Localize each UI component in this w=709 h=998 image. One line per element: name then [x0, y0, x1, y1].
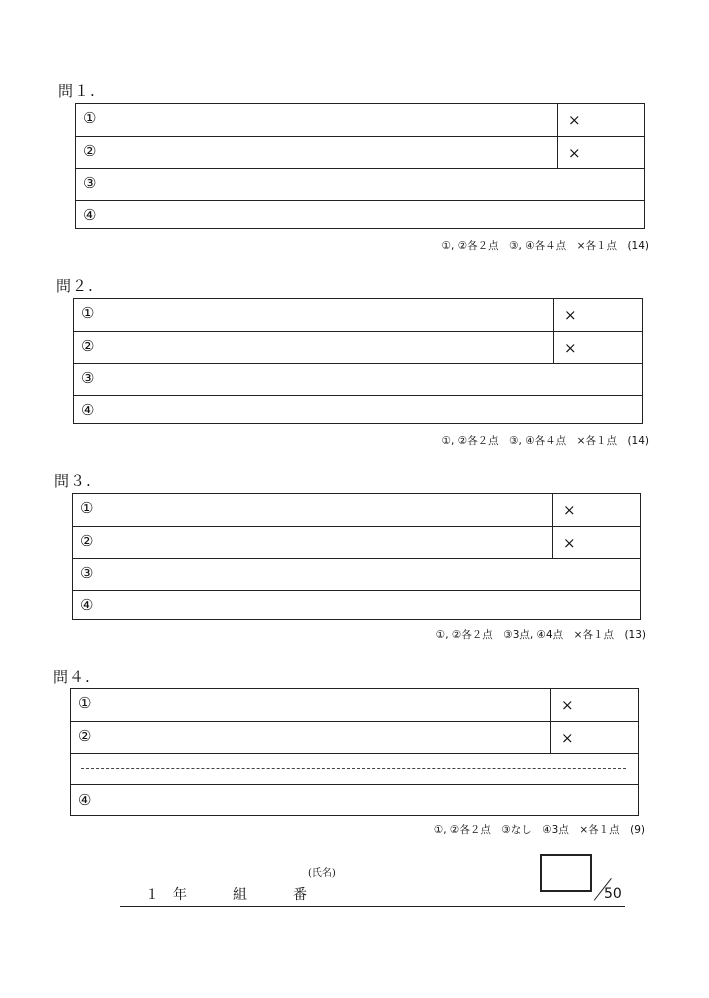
- question-4-title: 問４.: [53, 668, 91, 686]
- answer-row-2[interactable]: [76, 136, 644, 168]
- question-1-title: 問１.: [58, 82, 96, 100]
- answer-number: ③: [81, 369, 95, 387]
- answer-number: ④: [78, 791, 92, 809]
- answer-number: ②: [83, 142, 97, 160]
- answer-row-3[interactable]: [74, 363, 642, 395]
- answer-row-2[interactable]: [71, 721, 638, 753]
- answer-row-3[interactable]: [76, 168, 644, 200]
- answer-row-4[interactable]: [76, 200, 644, 230]
- answer-number: ①: [80, 499, 94, 517]
- question-4-answer-box: [70, 688, 639, 816]
- mark-cell: ×: [568, 144, 581, 162]
- mark-cell: ×: [561, 696, 574, 714]
- question-1-answer-box: [75, 103, 645, 229]
- mark-column-divider: [550, 689, 551, 753]
- question-2-score-note: ①, ②各２点 ③, ④各４点 ×各１点 (14): [441, 435, 649, 447]
- mark-cell: ×: [563, 501, 576, 519]
- number-label: 番: [293, 887, 307, 903]
- answer-row-4[interactable]: [73, 590, 640, 621]
- answer-number: ②: [81, 337, 95, 355]
- mark-column-divider: [552, 494, 553, 558]
- question-2-title: 問２.: [56, 277, 94, 295]
- answer-row-2[interactable]: [73, 526, 640, 558]
- answer-number: ③: [80, 564, 94, 582]
- question-3-title: 問３.: [54, 472, 92, 490]
- answer-number: ④: [83, 206, 97, 224]
- mark-cell: ×: [564, 339, 577, 357]
- answer-number: ①: [78, 694, 92, 712]
- question-3-score-note: ①, ②各２点 ③3点, ④4点 ×各１点 (13): [435, 629, 646, 641]
- answer-number: ①: [81, 304, 95, 322]
- grade-label: １ 年: [145, 887, 187, 903]
- answer-number: ④: [80, 596, 94, 614]
- name-underline: [120, 906, 625, 907]
- mark-cell: ×: [568, 111, 581, 129]
- answer-row-4[interactable]: [74, 395, 642, 425]
- mark-column-divider: [557, 104, 558, 168]
- answer-number: ③: [83, 174, 97, 192]
- question-4-score-note: ①, ②各２点 ③なし ④3点 ×各１点 (9): [433, 824, 645, 836]
- answer-number: ④: [81, 401, 95, 419]
- total-score-box[interactable]: [540, 854, 592, 892]
- mark-cell: ×: [564, 306, 577, 324]
- answer-row-1[interactable]: [71, 689, 638, 721]
- mark-cell: ×: [561, 729, 574, 747]
- mark-cell: ×: [563, 534, 576, 552]
- answer-number: ②: [80, 532, 94, 550]
- class-label: 組: [233, 887, 247, 903]
- dashed-separator: [81, 768, 626, 769]
- total-points: 50: [604, 886, 622, 902]
- answer-row-1[interactable]: [76, 104, 644, 136]
- answer-row-4[interactable]: [71, 784, 638, 817]
- question-2-answer-box: [73, 298, 643, 424]
- answer-number: ②: [78, 727, 92, 745]
- answer-number: ①: [83, 109, 97, 127]
- answer-row-1[interactable]: [73, 494, 640, 526]
- answer-row-3[interactable]: [73, 558, 640, 590]
- answer-row-2[interactable]: [74, 331, 642, 363]
- question-3-answer-box: [72, 493, 641, 620]
- mark-column-divider: [553, 299, 554, 363]
- question-1-score-note: ①, ②各２点 ③, ④各４点 ×各１点 (14): [441, 240, 649, 252]
- answer-row-1[interactable]: [74, 299, 642, 331]
- answer-row-3: [71, 753, 638, 784]
- name-label: (氏名): [308, 868, 336, 879]
